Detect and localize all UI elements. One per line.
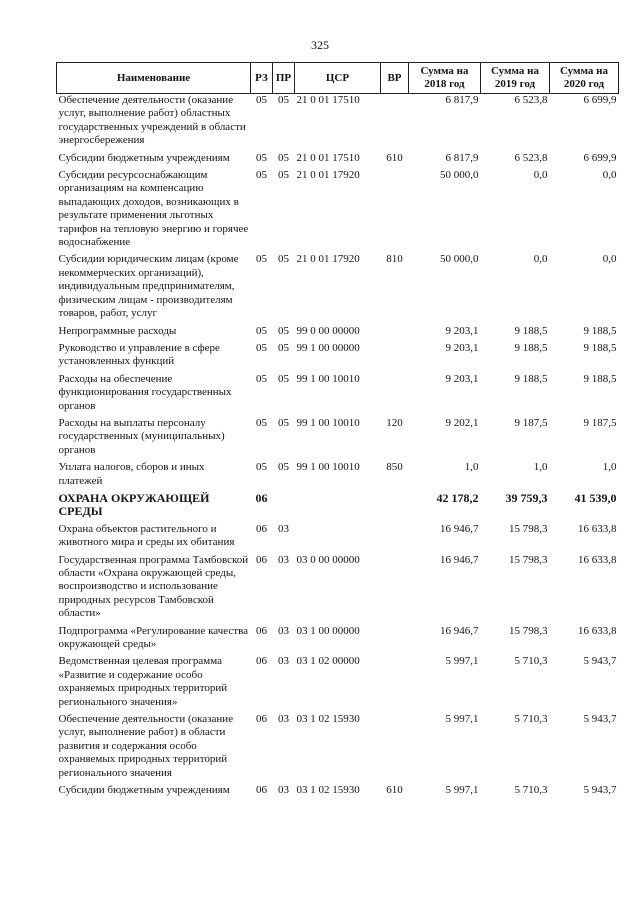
row-vr: 850 <box>386 461 403 474</box>
row-rz: 05 <box>256 151 267 164</box>
row-rz: 05 <box>256 461 267 474</box>
row-sum-2019: 9 188,5 <box>514 372 548 385</box>
row-sum-2018: 5 997,1 <box>445 713 479 726</box>
table-row <box>57 625 619 656</box>
row-sum-2018: 9 203,1 <box>445 324 479 337</box>
row-sum-2018: 42 178,2 <box>436 490 479 505</box>
header-pr: ПР <box>273 63 295 94</box>
budget-table <box>56 62 619 802</box>
row-name: Обеспечение деятельности (оказание услуг, выполнение работ) в области развития и содержания особо охраняемых природных территорий регионального значения <box>58 713 234 779</box>
row-vr: 120 <box>386 416 403 429</box>
row-sum-2019: 5 710,3 <box>514 784 548 797</box>
row-sum-2020: 16 633,8 <box>578 553 617 566</box>
row-sum-2019: 39 759,3 <box>505 490 548 505</box>
row-vr <box>381 325 409 342</box>
row-sum-2020: 5 943,7 <box>583 713 617 726</box>
row-sum-2020: 5 943,7 <box>583 655 617 668</box>
row-name: Расходы на выплаты персоналу государственных (муниципальных) органов <box>58 416 225 456</box>
row-csr <box>295 492 381 523</box>
row-rz: 05 <box>256 94 267 106</box>
row-rz: 05 <box>256 372 267 385</box>
row-csr: 21 0 01 17920 <box>296 169 360 182</box>
row-vr <box>381 554 409 625</box>
row-sum-2018: 5 997,1 <box>445 655 479 668</box>
row-rz: 06 <box>256 522 267 535</box>
table-body <box>57 94 619 802</box>
row-csr: 99 0 00 00000 <box>296 324 360 337</box>
row-csr: 21 0 01 17510 <box>296 94 360 106</box>
table-row <box>57 94 619 152</box>
header-rz: РЗ <box>251 63 273 94</box>
header-sum-2020: Сумма на 2020 год <box>550 63 619 94</box>
row-name: Ведомственная целевая программа «Развитие и содержание особо охраняемых природных территорий регионального значения» <box>58 655 228 708</box>
row-sum-2019: 15 798,3 <box>509 624 548 637</box>
table-row <box>57 461 619 492</box>
row-vr <box>381 625 409 656</box>
row-csr: 03 1 02 15930 <box>296 713 360 726</box>
row-sum-2018: 16 946,7 <box>440 553 479 566</box>
row-pr: 05 <box>278 324 289 337</box>
row-pr: 03 <box>278 553 289 566</box>
row-rz: 06 <box>256 784 267 797</box>
row-name: ОХРАНА ОКРУЖАЮЩЕЙ СРЕДЫ <box>58 490 210 519</box>
row-pr <box>273 492 295 523</box>
row-sum-2018: 16 946,7 <box>440 522 479 535</box>
row-sum-2019: 0,0 <box>533 253 548 266</box>
table-row <box>57 655 619 713</box>
row-csr: 99 1 00 10010 <box>296 461 360 474</box>
row-sum-2020: 9 188,5 <box>583 324 617 337</box>
row-sum-2020: 9 188,5 <box>583 341 617 354</box>
row-pr: 03 <box>278 784 289 797</box>
row-pr: 05 <box>278 151 289 164</box>
row-name: Субсидии бюджетным учреждениям <box>58 784 230 797</box>
row-sum-2018: 9 203,1 <box>445 372 479 385</box>
row-name: Уплата налогов, сборов и иных платежей <box>58 461 205 487</box>
table-row <box>57 373 619 417</box>
row-rz: 05 <box>256 253 267 266</box>
row-pr: 03 <box>278 522 289 535</box>
row-vr <box>381 169 409 253</box>
row-sum-2019: 15 798,3 <box>509 553 548 566</box>
row-sum-2020: 41 539,0 <box>574 490 617 505</box>
row-vr: 610 <box>386 784 403 797</box>
row-sum-2019: 9 187,5 <box>514 416 548 429</box>
row-sum-2018: 9 203,1 <box>445 341 479 354</box>
row-rz: 06 <box>255 490 268 505</box>
row-sum-2019: 0,0 <box>533 169 548 182</box>
table-row <box>57 492 619 523</box>
table-row <box>57 325 619 342</box>
row-sum-2019: 6 523,8 <box>514 151 548 164</box>
row-name: Обеспечение деятельности (оказание услуг, выполнение работ) областных государственных учреждений в области энергосбережения <box>58 94 246 147</box>
row-name: Субсидии юридическим лицам (кроме некоммерческих организаций), индивидуальным предпринимателям, физическим лицам - производителям товаров, работ, услуг <box>58 253 239 320</box>
row-csr: 03 1 02 00000 <box>296 655 360 668</box>
row-csr: 99 1 00 10010 <box>296 416 360 429</box>
row-pr: 05 <box>278 341 289 354</box>
table-row <box>57 784 619 801</box>
row-sum-2018: 16 946,7 <box>440 624 479 637</box>
row-vr <box>381 94 409 152</box>
table-row <box>57 169 619 253</box>
row-sum-2018: 6 817,9 <box>445 151 479 164</box>
row-pr: 05 <box>278 461 289 474</box>
row-name: Охрана объектов растительного и животного мира и среды их обитания <box>58 522 235 549</box>
row-csr <box>295 523 381 554</box>
row-sum-2019: 5 710,3 <box>514 655 548 668</box>
row-rz: 06 <box>256 624 267 637</box>
row-rz: 06 <box>256 553 267 566</box>
row-name: Непрограммные расходы <box>58 324 177 337</box>
row-pr: 03 <box>278 713 289 726</box>
row-rz: 05 <box>256 169 267 182</box>
row-sum-2020: 6 699,9 <box>583 94 617 106</box>
row-sum-2019: 9 188,5 <box>514 341 548 354</box>
row-sum-2020: 0,0 <box>602 169 617 182</box>
header-vr: ВР <box>381 63 409 94</box>
row-sum-2020: 0,0 <box>602 253 617 266</box>
row-vr <box>381 373 409 417</box>
row-sum-2019: 9 188,5 <box>514 324 548 337</box>
table-row <box>57 152 619 169</box>
row-name: Подпрограмма «Регулирование качества окружающей среды» <box>58 624 249 651</box>
row-sum-2018: 50 000,0 <box>440 253 479 266</box>
row-rz: 05 <box>256 324 267 337</box>
row-sum-2019: 15 798,3 <box>509 522 548 535</box>
row-pr: 05 <box>278 94 289 106</box>
table-row <box>57 713 619 784</box>
header-name: Наименование <box>57 63 251 94</box>
page-number: 325 <box>311 38 329 52</box>
row-sum-2019: 5 710,3 <box>514 713 548 726</box>
row-name: Руководство и управление в сфере установленных функций <box>58 341 220 368</box>
table-row <box>57 253 619 324</box>
row-csr: 03 0 00 00000 <box>296 553 360 566</box>
row-sum-2018: 9 202,1 <box>445 416 479 429</box>
row-sum-2020: 6 699,9 <box>583 151 617 164</box>
row-vr <box>381 713 409 784</box>
row-csr: 21 0 01 17920 <box>296 253 360 266</box>
row-csr: 03 1 02 15930 <box>296 784 360 797</box>
row-rz: 06 <box>256 713 267 726</box>
row-csr: 99 1 00 10010 <box>296 372 360 385</box>
table-header-row <box>57 63 619 94</box>
row-rz: 06 <box>256 655 267 668</box>
row-pr: 03 <box>278 655 289 668</box>
row-csr: 99 1 00 00000 <box>296 341 360 354</box>
row-vr <box>381 342 409 373</box>
row-name: Государственная программа Тамбовской области «Охрана окружающей среды, воспроизводство и использование природных ресурсов Тамбовской области» <box>58 553 249 620</box>
row-sum-2020: 1,0 <box>602 461 617 474</box>
header-sum-2019: Сумма на 2019 год <box>481 63 550 94</box>
row-pr: 05 <box>278 372 289 385</box>
row-vr <box>381 492 409 523</box>
row-sum-2020: 16 633,8 <box>578 624 617 637</box>
row-pr: 05 <box>278 169 289 182</box>
row-pr: 05 <box>278 416 289 429</box>
row-sum-2019: 1,0 <box>533 461 548 474</box>
row-vr: 810 <box>386 253 403 266</box>
row-name: Субсидии бюджетным учреждениям <box>58 151 230 164</box>
table-row <box>57 554 619 625</box>
row-csr: 21 0 01 17510 <box>296 151 360 164</box>
table-row <box>57 417 619 461</box>
row-sum-2020: 9 187,5 <box>583 416 617 429</box>
row-name: Субсидии ресурсоснабжающим организациям на компенсацию выпадающих доходов, возникающих в результате применения льготных тарифов на тепловую энергию и горячее водоснабжение <box>58 169 249 249</box>
table-row <box>57 523 619 554</box>
row-pr: 03 <box>278 624 289 637</box>
row-vr: 610 <box>386 151 403 164</box>
row-sum-2020: 9 188,5 <box>583 372 617 385</box>
row-name: Расходы на обеспечение функционирования государственных органов <box>58 372 232 412</box>
row-rz: 05 <box>256 416 267 429</box>
row-sum-2020: 16 633,8 <box>578 522 617 535</box>
row-sum-2018: 5 997,1 <box>445 784 479 797</box>
row-vr <box>381 655 409 713</box>
row-sum-2018: 50 000,0 <box>440 169 479 182</box>
row-sum-2018: 1,0 <box>464 461 479 474</box>
row-pr: 05 <box>278 253 289 266</box>
table-row <box>57 342 619 373</box>
row-rz: 05 <box>256 341 267 354</box>
row-sum-2018: 6 817,9 <box>445 94 479 106</box>
row-csr: 03 1 00 00000 <box>296 624 360 637</box>
row-vr <box>381 523 409 554</box>
row-sum-2019: 6 523,8 <box>514 94 548 106</box>
row-sum-2020: 5 943,7 <box>583 784 617 797</box>
header-csr: ЦСР <box>295 63 381 94</box>
header-sum-2018: Сумма на 2018 год <box>409 63 481 94</box>
